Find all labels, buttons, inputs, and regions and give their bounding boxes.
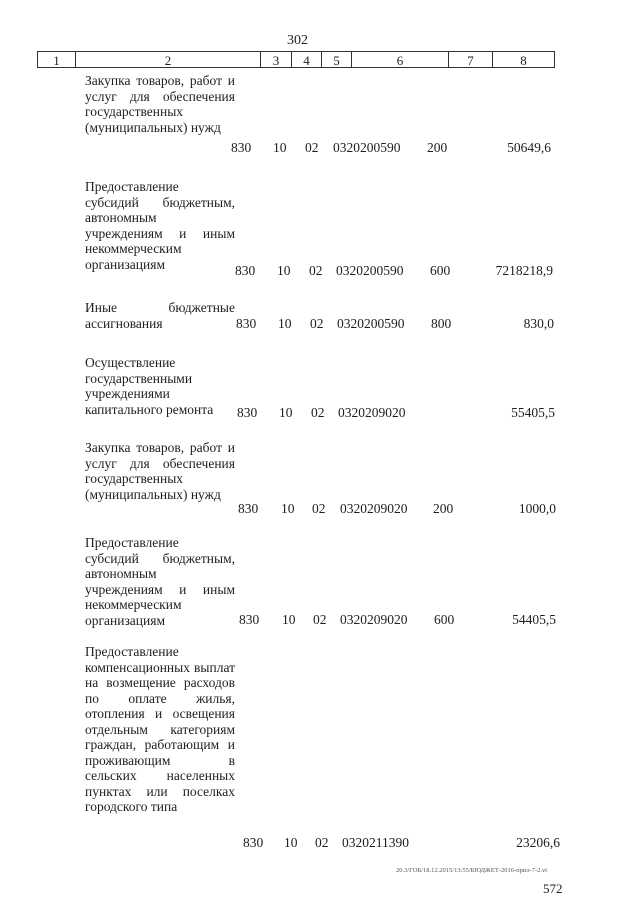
cell-col7: 600 — [434, 612, 455, 627]
cell-col4: 10 — [279, 405, 293, 420]
cell-col8: 55405,5 — [511, 405, 555, 420]
cell-col3: 830 — [243, 835, 264, 850]
cell-col6: 0320209020 — [338, 405, 406, 420]
column-header: 2 — [75, 51, 260, 68]
cell-col3: 830 — [239, 612, 260, 627]
cell-col4: 10 — [273, 140, 287, 155]
row-description: Закупка товаров, работ и услуг для обеспечения государственных (муниципальных) нужд — [85, 73, 235, 135]
cell-col5: 02 — [315, 835, 329, 850]
cell-col3: 830 — [237, 405, 258, 420]
cell-col5: 02 — [311, 405, 325, 420]
row-description: Осуществление государственными учреждениями капитального ремонта — [85, 355, 214, 417]
cell-col4: 10 — [284, 835, 298, 850]
cell-col8: 54405,5 — [512, 612, 556, 627]
column-header: 8 — [492, 51, 555, 68]
cell-col6: 0320200590 — [336, 263, 404, 278]
cell-col6: 0320200590 — [337, 316, 405, 331]
cell-col5: 02 — [310, 316, 324, 331]
column-header: 3 — [260, 51, 291, 68]
column-header-row — [37, 51, 555, 69]
cell-col5: 02 — [305, 140, 319, 155]
footer-file-stamp: 20.3/ГОБ/18.12.2015/13:55/БЮДЖЕТ-2016-прил-7-2.vt — [396, 867, 548, 874]
cell-col3: 830 — [235, 263, 256, 278]
column-header: 7 — [448, 51, 492, 68]
row-description: Предоставление субсидий бюджетным, автономным учреждениям и иным некоммерческим организациям — [85, 535, 235, 628]
cell-col8: 23206,6 — [516, 835, 560, 850]
cell-col3: 830 — [231, 140, 252, 155]
column-header: 5 — [321, 51, 351, 68]
row-description: Иные бюджетные ассигнования — [85, 300, 235, 331]
cell-col7: 200 — [427, 140, 448, 155]
cell-col5: 02 — [313, 612, 327, 627]
cell-col6: 0320200590 — [333, 140, 401, 155]
cell-col8: 1000,0 — [518, 501, 556, 516]
sheet-number: 572 — [543, 881, 563, 896]
cell-col8: 7218218,9 — [495, 263, 553, 278]
row-description: Закупка товаров, работ и услуг для обеспечения государственных (муниципальных) нужд — [85, 440, 235, 502]
cell-col4: 10 — [278, 316, 292, 331]
cell-col7: 600 — [430, 263, 451, 278]
cell-col6: 0320209020 — [340, 501, 408, 516]
row-description: Предоставление субсидий бюджетным, автономным учреждениям и иным некоммерческим организациям — [85, 179, 235, 272]
cell-col4: 10 — [281, 501, 295, 516]
cell-col6: 0320209020 — [340, 612, 408, 627]
column-header: 1 — [37, 51, 75, 68]
cell-col4: 10 — [277, 263, 291, 278]
cell-col6: 0320211390 — [342, 835, 409, 850]
cell-col3: 830 — [238, 501, 259, 516]
cell-col5: 02 — [312, 501, 326, 516]
column-header: 6 — [351, 51, 448, 68]
cell-col7: 800 — [431, 316, 452, 331]
cell-col8: 50649,6 — [507, 140, 551, 155]
page-number: 302 — [287, 33, 308, 48]
cell-col8: 830,0 — [523, 316, 554, 331]
cell-col4: 10 — [282, 612, 296, 627]
cell-col3: 830 — [236, 316, 257, 331]
cell-col7: 200 — [433, 501, 454, 516]
column-header: 4 — [291, 51, 321, 68]
cell-col5: 02 — [309, 263, 323, 278]
row-description: Предоставление компенсационных выплат на возмещение расходов по оплате жилья, отопления и освещения отдельным категориям граждан, работающим и проживающим в сельских населенных пунктах или поселках городского типа — [85, 644, 235, 814]
